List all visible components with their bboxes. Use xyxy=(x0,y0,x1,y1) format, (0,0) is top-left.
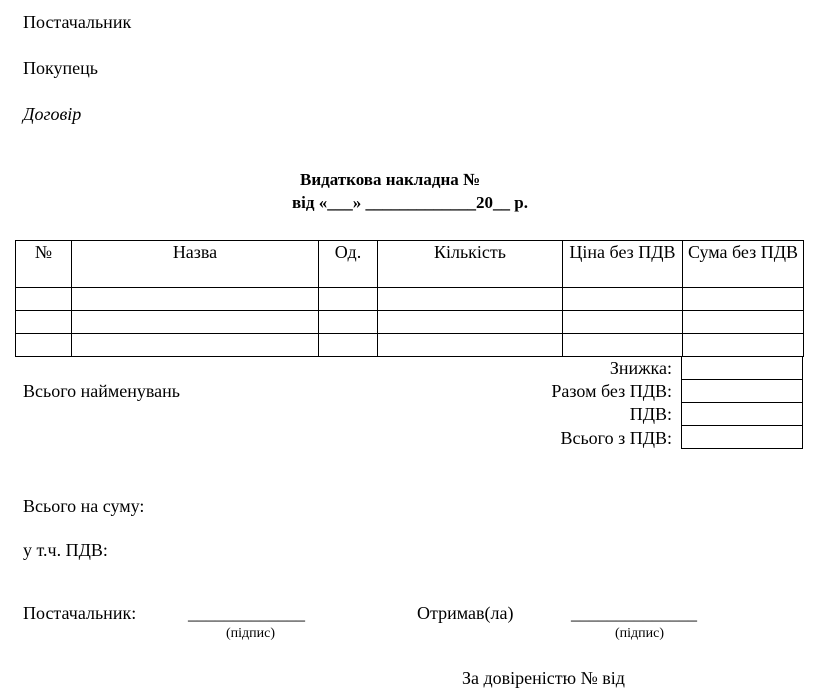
table-cell xyxy=(563,311,683,334)
supplier-signature-label: Постачальник: xyxy=(23,603,137,623)
supplier-signature-caption: (підпис) xyxy=(226,626,276,641)
received-signature-line: ______________ xyxy=(571,603,697,623)
supplier-signature-line: _____________ xyxy=(188,603,305,623)
table-cell xyxy=(563,334,683,357)
table-cell xyxy=(319,311,378,334)
table-row xyxy=(682,380,803,403)
vat-label: ПДВ: xyxy=(629,404,672,424)
table-row xyxy=(16,334,804,357)
table-row xyxy=(16,288,804,311)
vat-value-cell xyxy=(682,403,803,426)
buyer-label: Покупець xyxy=(23,58,98,78)
table-cell xyxy=(16,311,72,334)
table-cell xyxy=(378,311,563,334)
document-date-line: від «___» _____________20__ р. xyxy=(292,193,528,212)
table-cell xyxy=(319,288,378,311)
table-row xyxy=(682,403,803,426)
discount-label: Знижка: xyxy=(609,358,672,378)
total-no-vat-label: Разом без ПДВ: xyxy=(551,381,672,401)
col-sum-no-vat: Сума без ПДВ xyxy=(683,241,804,288)
col-quantity: Кількість xyxy=(378,241,563,288)
table-cell xyxy=(378,334,563,357)
received-signature-caption: (підпис) xyxy=(615,626,665,641)
total-with-vat-value-cell xyxy=(682,426,803,449)
table-row xyxy=(682,426,803,449)
discount-value-cell xyxy=(682,357,803,380)
totals-table xyxy=(681,356,803,449)
including-vat-label: у т.ч. ПДВ: xyxy=(23,540,108,560)
table-cell xyxy=(563,288,683,311)
document-title: Видаткова накладна № xyxy=(300,170,481,189)
table-header-row xyxy=(16,241,804,288)
table-cell xyxy=(683,334,804,357)
table-cell xyxy=(72,288,319,311)
table-cell xyxy=(72,334,319,357)
total-no-vat-value-cell xyxy=(682,380,803,403)
col-price-no-vat: Ціна без ПДВ xyxy=(563,241,683,288)
contract-label: Договір xyxy=(23,104,82,124)
col-number: № xyxy=(16,241,72,288)
proxy-label: За довіреністю № від xyxy=(462,668,625,688)
col-name: Назва xyxy=(72,241,319,288)
table-row xyxy=(16,311,804,334)
table-row xyxy=(682,357,803,380)
table-cell xyxy=(72,311,319,334)
table-cell xyxy=(319,334,378,357)
col-unit: Од. xyxy=(319,241,378,288)
table-cell xyxy=(16,288,72,311)
total-amount-label: Всього на суму: xyxy=(23,496,145,516)
supplier-label: Постачальник xyxy=(23,12,132,32)
items-table xyxy=(15,240,804,357)
received-label: Отримав(ла) xyxy=(417,603,514,623)
total-with-vat-label: Всього з ПДВ: xyxy=(560,428,672,448)
items-count-label: Всього найменувань xyxy=(23,381,180,401)
table-cell xyxy=(683,288,804,311)
table-cell xyxy=(378,288,563,311)
table-cell xyxy=(16,334,72,357)
table-cell xyxy=(683,311,804,334)
